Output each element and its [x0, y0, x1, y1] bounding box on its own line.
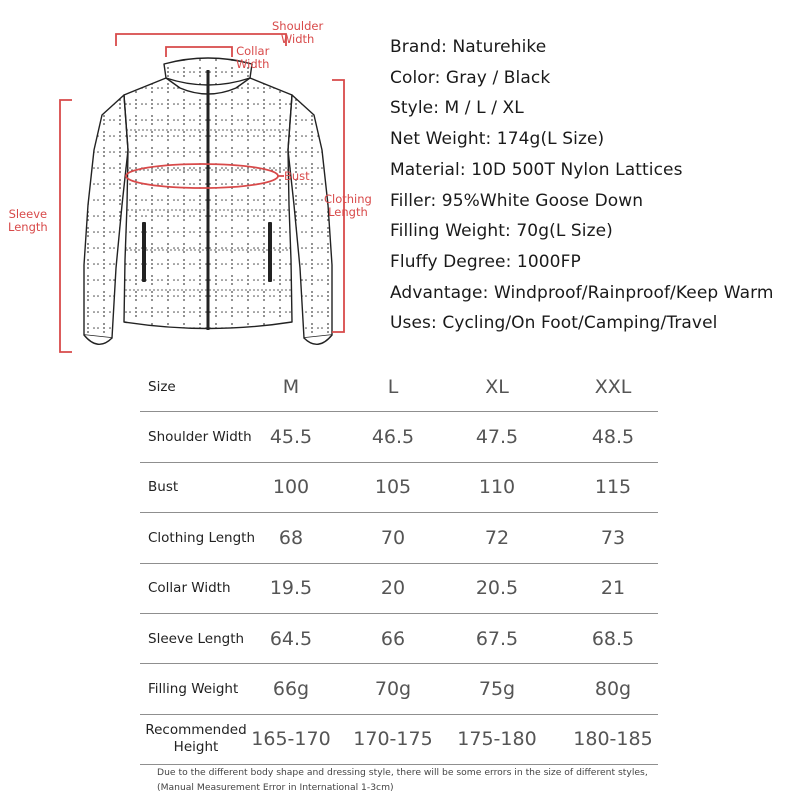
spec-material: Material: 10D 500T Nylon Lattices [390, 159, 683, 180]
spec-filling-weight: Filling Weight: 70g(L Size) [390, 221, 613, 242]
table-cell: 115 [594, 476, 632, 499]
spec-uses: Uses: Cycling/On Foot/Camping/Travel [390, 313, 718, 334]
header-size-xxl: XXL [594, 375, 632, 398]
table-cell: 68.5 [591, 627, 635, 650]
header-size-m: M [282, 375, 300, 398]
clothing-length-label [324, 193, 372, 219]
row-label-line1: Recommended [145, 722, 247, 739]
table-cell: 21 [600, 577, 626, 600]
sleeve-length-label-line2: Length [8, 220, 48, 234]
footnote-line2: (Manual Measurement Error in International 1-3cm) [157, 782, 394, 793]
table-cell: 66 [380, 627, 406, 650]
size-chart-table [140, 362, 658, 765]
table-cell: 105 [374, 476, 412, 499]
table-cell: 72 [484, 526, 510, 549]
table-cell: 100 [272, 476, 310, 499]
table-row-filling-weight [140, 664, 658, 714]
table-cell: 180-185 [573, 728, 653, 751]
table-cell: 75g [478, 678, 516, 701]
sleeve-length-label [8, 208, 48, 234]
row-label: Bust [148, 479, 179, 496]
row-label: Filling Weight [148, 681, 239, 698]
measurement-footnote [157, 765, 648, 795]
table-cell: 64.5 [269, 627, 313, 650]
header-size-xl: XL [485, 375, 509, 398]
product-specs [390, 32, 798, 339]
collar-width-label-line1: Collar [236, 44, 270, 58]
table-cell: 80g [594, 678, 632, 701]
jacket-illustration [0, 0, 380, 360]
table-cell: 70 [380, 526, 406, 549]
table-row-recommended-height [140, 715, 658, 765]
spec-brand: Brand: Naturehike [390, 37, 547, 57]
table-row-collar-width [140, 564, 658, 614]
table-cell: 20.5 [475, 577, 519, 600]
table-cell: 110 [478, 476, 516, 499]
table-row-clothing-length [140, 513, 658, 563]
spec-style: Style: M / L / XL [390, 98, 524, 119]
table-cell: 170-175 [353, 728, 433, 751]
table-cell: 46.5 [371, 426, 415, 449]
table-cell: 165-170 [251, 728, 331, 751]
footnote-line1: Due to the different body shape and dressing style, there will be some errors in the size of different styles, [157, 767, 648, 778]
collar-width-label-line2: Width [236, 57, 270, 71]
sleeve-length-guide [60, 100, 72, 352]
row-label: Size [148, 378, 176, 395]
table-header-row [140, 362, 658, 412]
spec-fluffy-degree: Fluffy Degree: 1000FP [390, 251, 581, 272]
jacket-measurement-diagram [0, 0, 380, 360]
shoulder-width-label [272, 20, 323, 46]
spec-advantage: Advantage: Windproof/Rainproof/Keep Warm [390, 282, 774, 303]
table-row-shoulder-width [140, 412, 658, 462]
row-label: Collar Width [148, 580, 231, 597]
table-cell: 66g [272, 678, 310, 701]
table-cell: 70g [374, 678, 412, 701]
spec-filler: Filler: 95%White Goose Down [390, 190, 644, 211]
row-label: Clothing Length [148, 529, 256, 546]
table-cell: 19.5 [269, 577, 313, 600]
table-cell: 68 [278, 526, 304, 549]
shoulder-width-label-line1: Shoulder [272, 19, 324, 33]
table-cell: 48.5 [591, 426, 635, 449]
table-cell: 20 [380, 577, 406, 600]
header-size-l: L [387, 375, 399, 398]
table-row-bust [140, 463, 658, 513]
table-cell: 45.5 [269, 426, 313, 449]
clothing-length-label-line1: Clothing [324, 192, 372, 206]
sleeve-length-label-line1: Sleeve [8, 207, 48, 221]
collar-width-label [236, 45, 269, 71]
shoulder-width-label-line2: Width [280, 32, 315, 46]
table-row-sleeve-length [140, 614, 658, 664]
row-label: Shoulder Width [148, 429, 252, 446]
spec-net-weight: Net Weight: 174g(L Size) [390, 129, 605, 150]
spec-color: Color: Gray / Black [390, 67, 551, 88]
table-cell: 175-180 [457, 728, 537, 751]
table-cell: 73 [600, 526, 626, 549]
row-label-line2: Height [173, 739, 219, 756]
table-cell: 67.5 [475, 627, 519, 650]
collar-width-guide [166, 47, 232, 57]
row-label: Sleeve Length [148, 630, 245, 647]
row-label [142, 715, 250, 764]
table-cell: 47.5 [475, 426, 519, 449]
bust-label: Bust [284, 169, 310, 183]
clothing-length-label-line2: Length [328, 205, 368, 219]
